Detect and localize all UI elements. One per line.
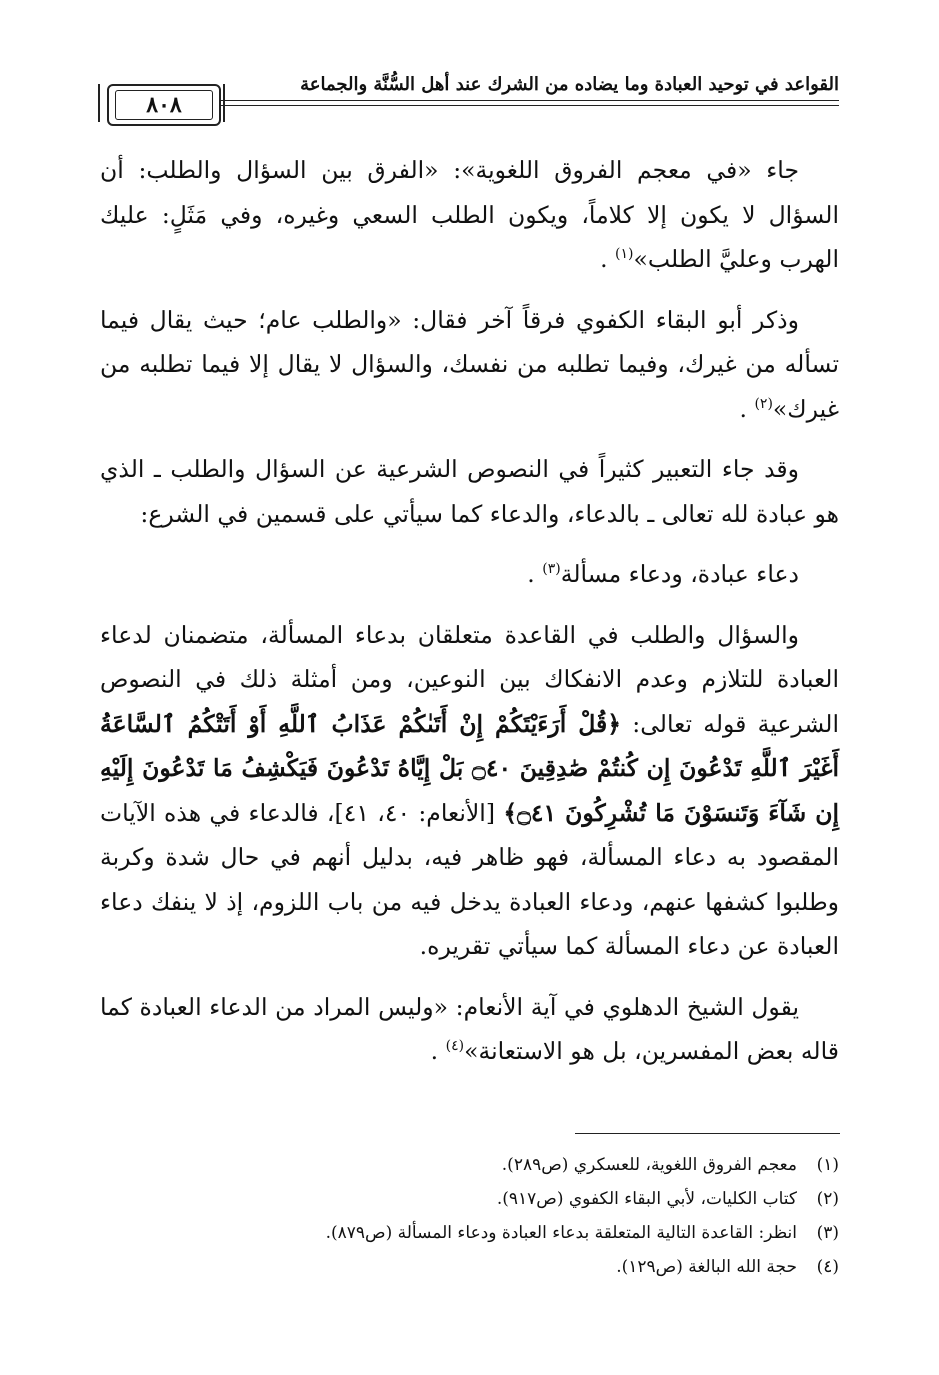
- footnote-number: (٢): [816, 1189, 839, 1209]
- footnote-number: (٤): [816, 1257, 839, 1277]
- paragraph: [100, 148, 839, 282]
- footnote: [100, 1182, 839, 1216]
- paragraph-text: جاء «في معجم الفروق اللغوية»: «الفرق بين السؤال والطلب: أن السؤال لا يكون إلا كلاماً، ويكون الطلب السعي وغيره، وفي مَثَلٍ: عليك الهرب وعليَّ الطلب»: [100, 156, 839, 273]
- paragraph: [100, 985, 839, 1074]
- footnote-ref: (٢): [754, 395, 773, 412]
- paragraph-end: .: [430, 1037, 439, 1065]
- page-number: ٨٠٨: [115, 90, 213, 120]
- paragraph-end: .: [739, 394, 747, 423]
- footnote-ref: (٣): [542, 561, 561, 578]
- footnote-ref: (٤): [445, 1038, 465, 1055]
- footnote-text: حجة الله البالغة (ص١٢٩).: [616, 1257, 797, 1277]
- quran-verse: ﴿قُلْ أَرَءَيْتَكُمْ إِنْ أَتَىٰكُمْ عَذَابُ ٱللَّهِ أَوْ أَتَتْكُمُ ٱلسَّاعَةُ أَغَيْرَ ٱللَّهِ تَدْعُونَ إِن كُنتُمْ صَٰدِقِينَ ۝٤٠ بَلْ إِيَّاهُ تَدْعُونَ فَيَكْشِفُ مَا تَدْعُونَ إِلَيْهِ إِن شَآءَ وَتَنسَوْنَ مَا تُشْرِكُونَ ۝٤١﴾: [100, 709, 839, 827]
- running-header: [95, 70, 839, 125]
- paragraph-text: دعاء عبادة، ودعاء مسألة: [560, 560, 799, 588]
- footnote: [100, 1148, 839, 1182]
- paragraph-end: .: [600, 245, 608, 273]
- page-number-frame: [107, 84, 221, 126]
- main-text: [100, 148, 839, 1090]
- paragraph-text: والسؤال والطلب في القاعدة متعلقان بدعاء المسألة، متضمنان لدعاء العبادة للتلازم وعدم الانفكاك بين النوعين، ومن أمثلة ذلك في النصوص الشرعية قوله تعالى:: [100, 620, 839, 738]
- footnote-number: (٣): [816, 1223, 839, 1243]
- paragraph: [100, 552, 839, 597]
- footnote: [100, 1216, 839, 1250]
- ornament-bar: [98, 84, 100, 122]
- footnote-ref: (١): [615, 246, 634, 263]
- header-rule: [221, 100, 839, 101]
- paragraph-text: وقد جاء التعبير كثيراً في النصوص الشرعية عن السؤال والطلب ـ الذي هو عبادة لله تعالى ـ بالدعاء، والدعاء كما سيأتي على قسمين في الشرع:: [100, 455, 839, 528]
- footnotes: [100, 1148, 839, 1284]
- paragraph-text: وذكر أبو البقاء الكفوي فرقاً آخر فقال: «والطلب عام؛ حيث يقال فيما تسأله من غيرك، وفيما تطلبه من نفسك، والسؤال لا يقال إلا فيما تطلبه من غيرك»: [100, 305, 839, 423]
- footnote-text: انظر: القاعدة التالية المتعلقة بدعاء العبادة ودعاء المسألة (ص٨٧٩).: [325, 1223, 797, 1243]
- paragraph: [100, 613, 839, 969]
- header-rule: [221, 105, 839, 106]
- ornament-bar: [223, 84, 225, 122]
- footnote-separator: [575, 1133, 840, 1134]
- footnote-text: معجم الفروق اللغوية، للعسكري (ص٢٨٩).: [501, 1155, 797, 1175]
- paragraph: [100, 298, 839, 432]
- footnote-number: (١): [816, 1155, 839, 1175]
- footnote: [100, 1250, 839, 1284]
- paragraph: [100, 447, 839, 536]
- footnote-text: كتاب الكليات، لأبي البقاء الكفوي (ص٩١٧).: [496, 1189, 797, 1209]
- header-title: القواعد في توحيد العبادة وما يضاده من الشرك عند أهل السُّنَّة والجماعة: [300, 74, 839, 95]
- paragraph-end: .: [527, 560, 535, 588]
- paragraph-text-continued: [الأنعام: ٤٠، ٤١]، فالدعاء في هذه الآيات المقصود به دعاء المسألة، فهو ظاهر فيه، بدليل أنهم في حال شدة وكربة وطلبوا كشفها عنهم، ودعاء العبادة يدخل فيه من باب اللزوم، إذ لا ينفك دعاء العبادة عن دعاء المسألة كما سيأتي تقريره.: [100, 798, 839, 960]
- paragraph-text: يقول الشيخ الدهلوي في آية الأنعام: «وليس المراد من الدعاء العبادة كما قاله بعض المفسرين، بل هو الاستعانة»: [100, 992, 839, 1065]
